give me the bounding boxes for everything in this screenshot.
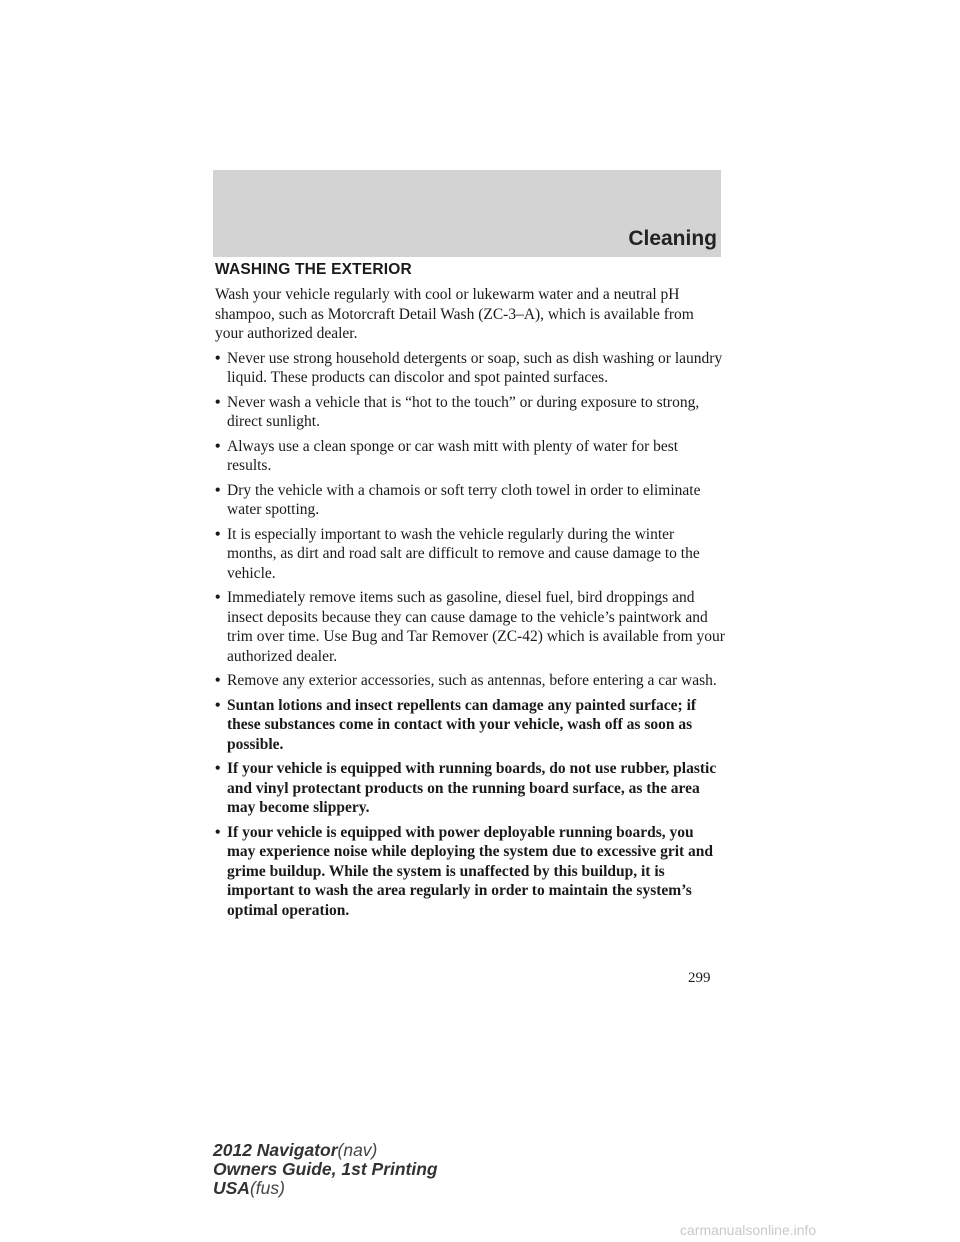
bullet-marker: •: [215, 589, 221, 606]
bullet-marker: •: [215, 672, 221, 689]
section-heading: WASHING THE EXTERIOR: [215, 261, 412, 278]
bullet-text: Immediately remove items such as gasoline, diesel fuel, bird droppings and insect deposits because they can cause damage to the vehicle’s paintwork and trim over time. Use Bug and Tar Remover (ZC-42) which is available from your authorized dealer.: [227, 589, 725, 665]
bullet-text: If your vehicle is equipped with running boards, do not use rubber, plastic and vinyl protectant products on the running board surface, as the area may become slippery.: [227, 760, 717, 816]
footer-market: USA: [213, 1178, 250, 1198]
bullet-item: [215, 525, 725, 584]
bullet-item: [215, 759, 725, 818]
bullet-item: [215, 671, 725, 691]
bullet-text: Suntan lotions and insect repellents can damage any painted surface; if these substances come in contact with your vehicle, wash off as soon as possible.: [227, 696, 697, 753]
bullet-item: [215, 823, 725, 921]
bullet-item: [215, 481, 725, 520]
bullet-marker: •: [215, 481, 221, 499]
bullet-list: [215, 349, 725, 921]
bullet-text: Remove any exterior accessories, such as antennas, before entering a car wash.: [227, 672, 717, 689]
footer-line-printing: [213, 1160, 438, 1179]
bullet-marker: •: [215, 696, 221, 714]
intro-paragraph: Wash your vehicle regularly with cool or lukewarm water and a neutral pH shampoo, such as Motorcraft Detail Wash (ZC-3–A), which is available from your authorized dealer.: [215, 286, 694, 342]
bullet-marker: •: [215, 349, 221, 367]
footer-line-market: [213, 1179, 438, 1198]
footer-market-code: (fus): [249, 1178, 285, 1198]
bullet-item: [215, 588, 725, 666]
footer-line-model: [213, 1141, 438, 1160]
footer-model-code: (nav): [337, 1140, 378, 1160]
page-content: [215, 261, 725, 925]
bullet-marker: •: [215, 525, 221, 543]
bullet-marker: •: [215, 393, 221, 411]
section-title: Cleaning: [628, 227, 717, 250]
bullet-text: Dry the vehicle with a chamois or soft terry cloth towel in order to eliminate water spotting.: [227, 481, 701, 518]
bullet-item: [215, 696, 725, 755]
bullet-text: It is especially important to wash the vehicle regularly during the winter months, as dirt and road salt are difficult to remove and cause damage to the vehicle.: [227, 525, 700, 582]
bullet-text: Always use a clean sponge or car wash mitt with plenty of water for best results.: [227, 437, 679, 474]
footer-imprint: [213, 1141, 438, 1198]
footer-printing: Owners Guide, 1st Printing: [213, 1159, 438, 1179]
bullet-item: [215, 349, 725, 388]
bullet-item: [215, 437, 725, 476]
bullet-marker: •: [215, 437, 221, 455]
page-number: 299: [688, 970, 711, 986]
bullet-marker: •: [215, 823, 221, 841]
bullet-marker: •: [215, 760, 221, 777]
bullet-item: [215, 393, 725, 432]
bullet-text: Never use strong household detergents or soap, such as dish washing or laundry liquid. These products can discolor and spot painted surfaces.: [227, 349, 723, 386]
bullet-text: Never wash a vehicle that is “hot to the touch” or during exposure to strong, direct sunlight.: [227, 393, 700, 430]
section-header-band: [213, 170, 721, 257]
watermark-text: carmanualsonline.info: [680, 1222, 817, 1238]
bullet-text: If your vehicle is equipped with power deployable running boards, you may experience noise while deploying the system due to excessive grit and grime buildup. While the system is unaffected by this buildup, it is important to wash the area regularly in order to maintain the system’s optimal operation.: [227, 823, 714, 919]
footer-model: 2012 Navigator: [213, 1140, 338, 1160]
